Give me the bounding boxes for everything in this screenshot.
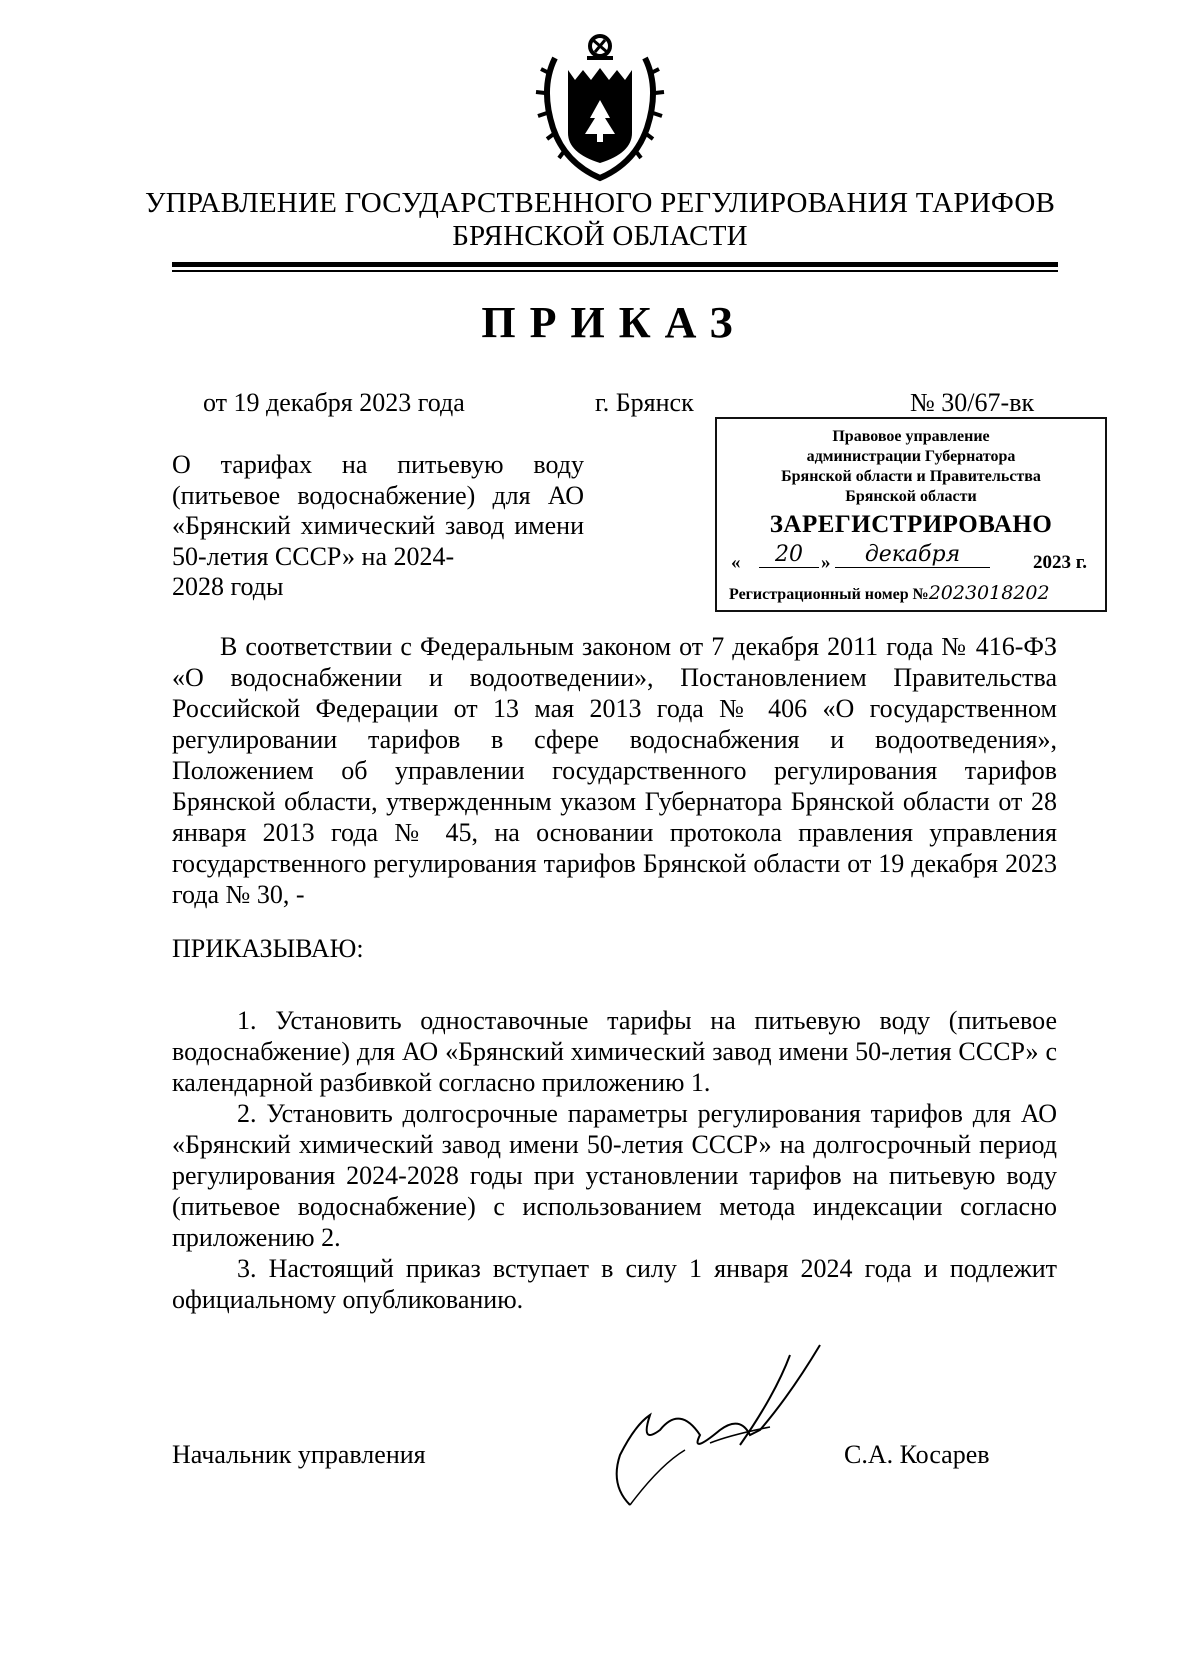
handwritten-signature	[590, 1335, 850, 1535]
order-word: ПРИКАЗЫВАЮ:	[172, 934, 364, 963]
document-subject	[172, 450, 584, 603]
stamp-line: Брянской области и Правительства	[781, 468, 1041, 485]
stamp-quote-close: »	[821, 552, 831, 573]
header-thin-rule	[172, 270, 1058, 272]
order-item-3: 3. Настоящий приказ вступает в силу 1 января 2024 года и подлежит официальному опубликованию.	[172, 1254, 1057, 1314]
order-item-1: 1. Установить одноставочные тарифы на питьевую воду (питьевое водоснабжение) для АО «Брянский химический завод имени 50-летия СССР» с календарной разбивкой согласно приложению 1.	[172, 1006, 1057, 1097]
organization-name-line2: БРЯНСКОЙ ОБЛАСТИ	[452, 220, 748, 252]
stamp-quote: «	[731, 552, 741, 573]
order-item-2: 2. Установить долгосрочные параметры регулирования тарифов для АО «Брянский химический завод имени 50-летия СССР» на долгосрочный период регулирования 2024-2028 годы при установлении тарифов на питьевую воду (питьевое водоснабжение) с использованием метода индексации согласно приложению 2.	[172, 1099, 1057, 1252]
document-date: от 19 декабря 2023 года	[203, 388, 465, 417]
stamp-year: 2023 г.	[1033, 552, 1087, 573]
stamp-registration-number	[717, 582, 1105, 604]
stamp-line: администрации Губернатора	[806, 448, 1016, 465]
stamp-registered-label: ЗАРЕГИСТРИРОВАНО	[769, 511, 1053, 538]
stamp-line: Брянской области	[845, 488, 977, 505]
document-city: г. Брянск	[595, 388, 694, 417]
preamble-paragraph: В соответствии с Федеральным законом от 7 декабря 2011 года № 416-ФЗ «О водоснабжении и водоотведении», Постановлением Правительства Российской Федерации от 13 мая 2013 года № 406 «О государственном регулировании тарифов в сфере водоснабжения и водоотведения», Положением об управлении государственного регулирования тарифов Брянской области, утвержденным указом Губернатора Брянской области от 28 января 2013 года № 45, на основании протокола правления управления государственного регулирования тарифов Брянской области от 19 декабря 2023 года № 30, -	[172, 632, 1057, 909]
stamp-regnum-label: Регистрационный номер №	[729, 586, 929, 603]
organization-name-line1: УПРАВЛЕНИЕ ГОСУДАРСТВЕННОГО РЕГУЛИРОВАНИЯ ТАРИФОВ	[144, 187, 1056, 219]
stamp-month-handwritten: декабря	[835, 542, 990, 568]
document-number: № 30/67-вк	[910, 388, 1035, 417]
signatory-title: Начальник управления	[172, 1440, 426, 1469]
header-thick-rule	[172, 262, 1058, 267]
document-title: ПРИКАЗ	[481, 298, 747, 347]
stamp-regnum-value: 2023018202	[928, 582, 1050, 604]
stamp-line: Правовое управление	[832, 428, 990, 445]
subject-text: О тарифах на питьевую воду (питьевое водоснабжение) для АО «Брянский химический завод имени 50-летия СССР» на 2024-	[172, 450, 584, 571]
stamp-date	[717, 542, 1105, 576]
coat-of-arms-emblem	[535, 28, 665, 188]
subject-last-line: 2028 годы	[172, 572, 284, 601]
stamp-day-handwritten: 20	[759, 542, 819, 568]
signatory-name: С.А. Косарев	[844, 1440, 990, 1469]
registration-stamp	[715, 417, 1107, 612]
